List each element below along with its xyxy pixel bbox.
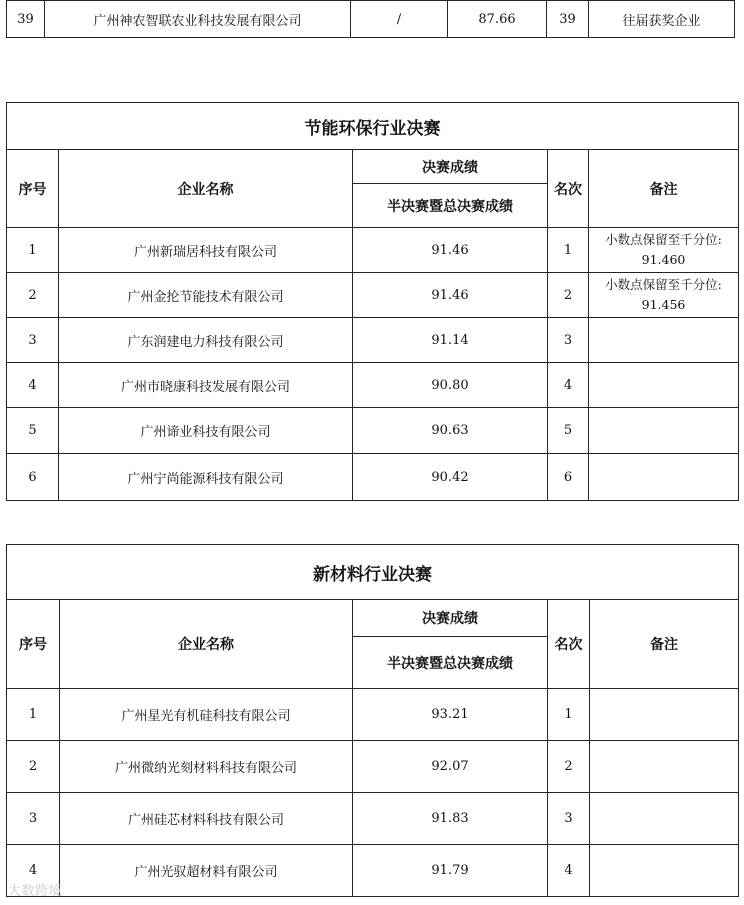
header-rank: 名次 [548, 150, 589, 228]
top-partial-table [6, 0, 735, 38]
table-row [7, 845, 739, 897]
row-note [589, 273, 739, 318]
row-note [590, 845, 739, 897]
row-score: 91.46 [353, 228, 548, 273]
row-semi-score: / [351, 1, 448, 38]
row-rank: 2 [548, 741, 590, 793]
table-row [7, 689, 739, 741]
header-note: 备注 [590, 600, 739, 689]
row-company: 广州新瑞居科技有限公司 [59, 228, 353, 273]
row-company: 广州硅芯材料科技有限公司 [60, 793, 353, 845]
table-row [7, 741, 739, 793]
watermark: 大数跨境 [8, 884, 63, 899]
row-rank: 6 [548, 454, 589, 501]
row-note [589, 318, 739, 363]
header-rank: 名次 [548, 600, 590, 689]
header-no: 序号 [7, 600, 60, 689]
table-row [7, 454, 739, 501]
row-no: 1 [7, 228, 59, 273]
row-company: 广州宁尚能源科技有限公司 [59, 454, 353, 501]
row-company: 广州神农智联农业科技发展有限公司 [45, 1, 351, 38]
new-materials-table [6, 544, 739, 897]
row-rank: 39 [547, 1, 589, 38]
row-score: 90.42 [353, 454, 548, 501]
row-no: 2 [7, 741, 60, 793]
header-company: 企业名称 [60, 600, 353, 689]
header-no: 序号 [7, 150, 59, 228]
row-company: 广州金抡节能技术有限公司 [59, 273, 353, 318]
row-score: 91.46 [353, 273, 548, 318]
row-rank: 5 [548, 408, 589, 454]
table-title: 新材料行业决赛 [7, 545, 739, 600]
row-rank: 1 [548, 689, 590, 741]
row-company: 广州星光有机硅科技有限公司 [60, 689, 353, 741]
row-note: 往届获奖企业 [589, 1, 735, 38]
row-no: 39 [7, 1, 45, 38]
header-score-group: 决赛成绩 [353, 150, 548, 184]
row-note [590, 793, 739, 845]
row-company: 广州光驭超材料有限公司 [60, 845, 353, 897]
table-row [7, 363, 739, 408]
row-company: 广州谛业科技有限公司 [59, 408, 353, 454]
row-final-score: 87.66 [448, 1, 547, 38]
row-note [590, 689, 739, 741]
table-row [7, 273, 739, 318]
row-note [589, 363, 739, 408]
row-no: 3 [7, 793, 60, 845]
row-score: 90.80 [353, 363, 548, 408]
row-score: 93.21 [353, 689, 548, 741]
table-row [7, 793, 739, 845]
row-note [590, 741, 739, 793]
row-score: 92.07 [353, 741, 548, 793]
row-note [589, 454, 739, 501]
row-rank: 4 [548, 363, 589, 408]
header-score-sub: 半决赛暨总决赛成绩 [353, 637, 548, 689]
row-note [589, 408, 739, 454]
table-row [7, 318, 739, 363]
row-no: 6 [7, 454, 59, 501]
row-company: 广州市晓康科技发展有限公司 [59, 363, 353, 408]
row-company: 广东润建电力科技有限公司 [59, 318, 353, 363]
row-company: 广州微纳光刻材料科技有限公司 [60, 741, 353, 793]
row-score: 91.14 [353, 318, 548, 363]
header-note: 备注 [589, 150, 739, 228]
row-note [589, 228, 739, 273]
row-no: 4 [7, 363, 59, 408]
energy-saving-table [6, 102, 739, 501]
row-rank: 1 [548, 228, 589, 273]
row-no: 5 [7, 408, 59, 454]
note-line-2: 91.456 [641, 297, 686, 312]
row-score: 90.63 [353, 408, 548, 454]
row-no: 2 [7, 273, 59, 318]
row-rank: 4 [548, 845, 590, 897]
header-company: 企业名称 [59, 150, 353, 228]
row-no: 3 [7, 318, 59, 363]
header-score-group: 决赛成绩 [353, 600, 548, 637]
row-score: 91.79 [353, 845, 548, 897]
note-line-2: 91.460 [641, 252, 686, 267]
table-row [7, 228, 739, 273]
row-no: 1 [7, 689, 60, 741]
note-line-1: 小数点保留至千分位: [605, 232, 722, 247]
row-rank: 3 [548, 318, 589, 363]
note-line-1: 小数点保留至千分位: [605, 277, 722, 292]
row-rank: 3 [548, 793, 590, 845]
table-row [7, 1, 735, 38]
table-row [7, 408, 739, 454]
table-title: 节能环保行业决赛 [7, 103, 739, 150]
row-rank: 2 [548, 273, 589, 318]
row-score: 91.83 [353, 793, 548, 845]
header-score-sub: 半决赛暨总决赛成绩 [353, 184, 548, 228]
row-no: 4 [7, 845, 60, 897]
